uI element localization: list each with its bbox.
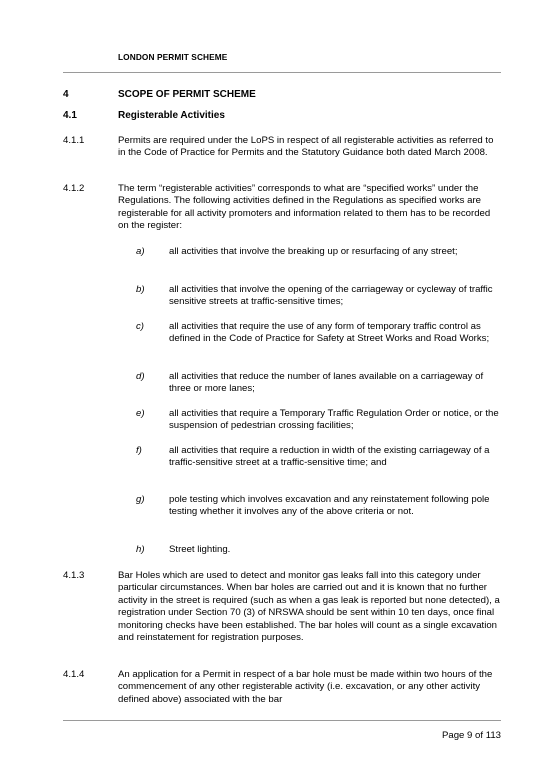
paragraph-text: The term “registerable activities” corresponds to what are “specified works” under the Regulations. The following activities defined in the Regulations as specified works are registerable for all activity promoters and information related to them has to be recorded on the register:	[118, 183, 491, 232]
list-item-letter: e)	[136, 408, 145, 419]
running-header: LONDON PERMIT SCHEME	[118, 52, 228, 62]
list-item-text: all activities that involve the breaking up or resurfacing of any street;	[169, 246, 458, 257]
paragraph-number: 4.1.4	[63, 669, 85, 680]
list-item-letter: f)	[136, 445, 142, 456]
list-item-letter: b)	[136, 284, 145, 295]
list-item-text: all activities that reduce the number of lanes available on a carriageway of three or more lanes;	[169, 371, 484, 395]
list-item-text: Street lighting.	[169, 544, 231, 555]
list-item-letter: g)	[136, 494, 145, 505]
paragraph-text: Permits are required under the LoPS in respect of all registerable activities as referred to in the Code of Practice for Permits and the Statutory Guidance both dated March 2008.	[118, 135, 494, 159]
list-item-text: all activities that involve the opening of the carriageway or cycleway of traffic sensitive streets at traffic-sensitive times;	[169, 284, 493, 308]
section-title: SCOPE OF PERMIT SCHEME	[118, 89, 256, 100]
section-number: 4	[63, 89, 69, 100]
paragraph-number: 4.1.2	[63, 183, 85, 194]
list-item-letter: c)	[136, 321, 144, 332]
paragraph-text: An application for a Permit in respect of a bar hole must be made within two hours of the commencement of any other registerable activity (i.e. excavation, or any other activity defined above) associated with the bar	[118, 669, 493, 705]
list-item-text: all activities that require a Temporary Traffic Regulation Order or notice, or the suspension of pedestrian crossing facilities;	[169, 408, 499, 432]
list-item-text: pole testing which involves excavation and any reinstatement following pole testing whether it involves any of the above criteria or not.	[169, 494, 490, 518]
list-item-text: all activities that require a reduction in width of the existing carriageway of a traffic-sensitive street at a traffic-sensitive time; and	[169, 445, 490, 469]
list-item-letter: a)	[136, 246, 145, 257]
list-item-letter: d)	[136, 371, 145, 382]
list-item-letter: h)	[136, 544, 145, 555]
paragraph-number: 4.1.3	[63, 570, 85, 581]
page-number: Page 9 of 113	[441, 730, 501, 741]
subsection-number: 4.1	[63, 110, 77, 121]
footer-rule	[63, 720, 501, 721]
list-item-text: all activities that require the use of any form of temporary traffic control as defined in the Code of Practice for Safety at Street Works and Road Works;	[169, 321, 490, 345]
paragraph-text: Bar Holes which are used to detect and monitor gas leaks fall into this category under particular circumstances. When bar holes are carried out and it is known that no further activity in the street is required (such as when a gas leak is reported but none detected), a registration under Section 70 (3) of NRSWA should be sent within 10 ten days, once final monitoring checks have been established. The bar holes will count as a single excavation and reinstatement for registration purposes.	[118, 570, 500, 644]
header-rule	[63, 72, 501, 73]
subsection-title: Registerable Activities	[118, 110, 225, 121]
paragraph-number: 4.1.1	[63, 135, 85, 146]
